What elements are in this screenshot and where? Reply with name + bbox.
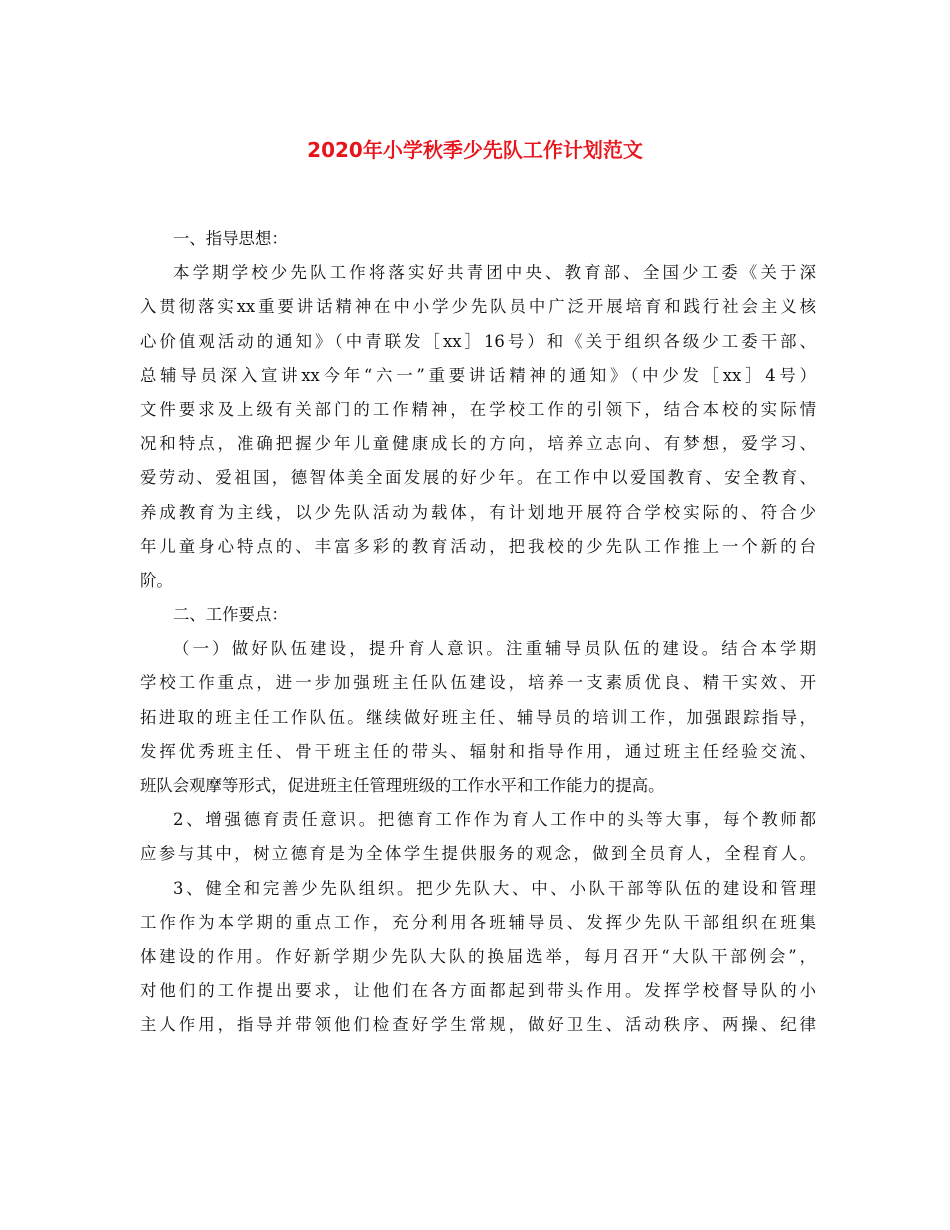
body-line: 总辅导员深入宣讲xx今年“六一”重要讲话精神的通知》（中少发［xx］4号） <box>140 365 816 385</box>
body-line: 本学期学校少先队工作将落实好共青团中央、教育部、全国少工委《关于深 <box>173 263 816 283</box>
body-line: 文件要求及上级有关部门的工作精神，在学校工作的引领下，结合本校的实际情 <box>140 399 816 419</box>
body-line: 主人作用，指导并带领他们检查好学生常规，做好卫生、活动秩序、两操、纪律 <box>140 1015 816 1035</box>
body-line: 班队会观摩等形式，促进班主任管理班级的工作水平和工作能力的提高。 <box>140 776 665 795</box>
body-line: 年儿童身心特点的、丰富多彩的教育活动，把我校的少先队工作推上一个新的台 <box>140 536 816 556</box>
body-line: 体建设的作用。作好新学期少先队大队的换届选举，每月召开“大队干部例会”， <box>140 946 816 966</box>
body-line: 对他们的工作提出要求，让他们在各方面都起到带头作用。发挥学校督导队的小 <box>140 981 816 1001</box>
body-line: 2、增强德育责任意识。把德育工作作为育人工作中的头等大事，每个教师都 <box>173 810 816 830</box>
body-line: 拓进取的班主任工作队伍。继续做好班主任、辅导员的培训工作，加强跟踪指导， <box>140 707 816 727</box>
body-line: 入贯彻落实xx重要讲话精神在中小学少先队员中广泛开展培育和践行社会主义核 <box>140 297 816 317</box>
body-line: 应参与其中，树立德育是为全体学生提供服务的观念，做到全员育人，全程育人。 <box>140 844 816 864</box>
body-line: 发挥优秀班主任、骨干班主任的带头、辐射和指导作用，通过班主任经验交流、 <box>140 741 816 761</box>
document-body <box>140 222 816 1043</box>
body-line: 阶。 <box>140 570 173 590</box>
body-line: 3、健全和完善少先队组织。把少先队大、中、小队干部等队伍的建设和管理 <box>173 878 816 898</box>
body-line: 爱劳动、爱祖国，德智体美全面发展的好少年。在工作中以爱国教育、安全教育、 <box>140 468 816 488</box>
body-line: 心价值观活动的通知》（中青联发［xx］16号）和《关于组织各级少工委干部、 <box>140 331 816 351</box>
body-line: 学校工作重点，进一步加强班主任队伍建设，培养一支素质优良、精干实效、开 <box>140 673 816 693</box>
body-line: 一、指导思想： <box>173 229 288 248</box>
body-line: 二、工作要点： <box>173 605 288 625</box>
body-line: （一）做好队伍建设，提升育人意识。注重辅导员队伍的建设。结合本学期 <box>173 639 816 659</box>
body-line: 养成教育为主线，以少先队活动为载体，有计划地开展符合学校实际的、符合少 <box>140 502 816 522</box>
body-line: 况和特点，准确把握少年儿童健康成长的方向，培养立志向、有梦想，爱学习、 <box>140 434 816 454</box>
body-line: 工作作为本学期的重点工作，充分利用各班辅导员、发挥少先队干部组织在班集 <box>140 912 816 932</box>
document-title: 2020年小学秋季少先队工作计划范文 <box>307 138 643 162</box>
